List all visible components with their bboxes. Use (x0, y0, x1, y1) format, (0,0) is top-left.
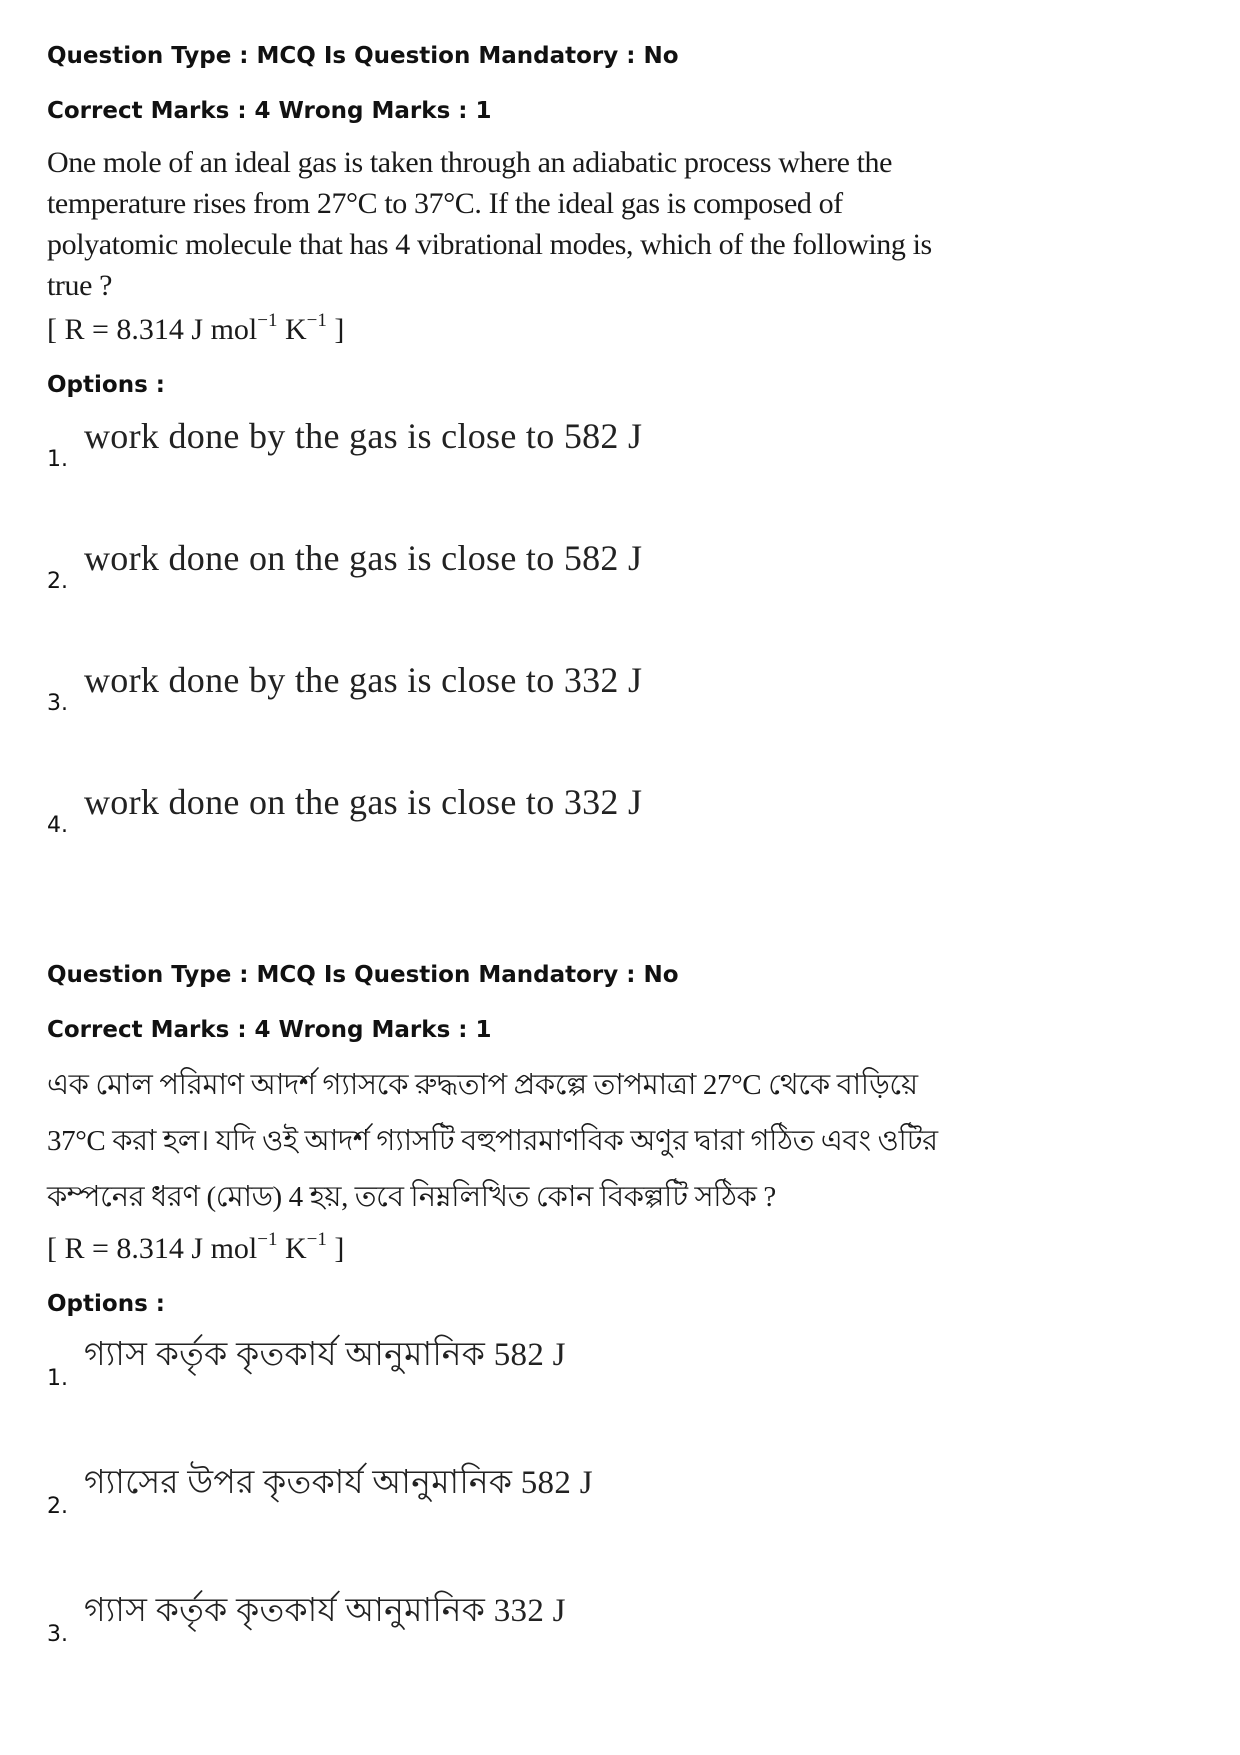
gas-constant-prefix: [ R = 8.314 J mol (47, 313, 258, 346)
option-item[interactable] (47, 1589, 1197, 1717)
gas-constant-exp-1: −1 (257, 1229, 278, 1250)
gas-constant-unit: K (277, 1232, 307, 1265)
option-text: work done on the gas is close to 332 J (84, 782, 643, 822)
marks-line: Correct Marks : 4 Wrong Marks : 1 (47, 1017, 492, 1043)
options-label: Options : (47, 1291, 165, 1317)
option-item[interactable] (47, 1333, 1197, 1461)
option-item[interactable] (47, 414, 1197, 536)
option-item[interactable] (47, 536, 1197, 658)
marks-line: Correct Marks : 4 Wrong Marks : 1 (47, 98, 492, 124)
option-text: গ্যাসের উপর কৃতকার্য আনুমানিক 582 J (84, 1465, 593, 1501)
gas-constant (47, 310, 1197, 350)
question-stem: এক মোল পরিমাণ আদর্শ গ্যাসকে রুদ্ধতাপ প্রকল্পে তাপমাত্রা 27°C থেকে বাড়িয়ে 37°C করা হল। যদি ওই আদর্শ গ্যাসটি বহুপারমাণবিক অণুর দ্বারা গঠিত এবং ওটির কম্পনের ধরণ (মোড) 4 হয়, তবে নিম্নলিখিত কোন বিকল্পটি সঠিক ? (47, 1069, 938, 1213)
option-text: work done on the gas is close to 582 J (84, 538, 643, 578)
gas-constant-exp-2: −1 (306, 1229, 327, 1250)
gas-constant-prefix: [ R = 8.314 J mol (47, 1232, 258, 1265)
gas-constant-exp-1: −1 (257, 310, 278, 331)
gas-constant-suffix: ] (326, 313, 345, 346)
option-item[interactable] (47, 780, 1197, 902)
question-block-2 (47, 960, 1197, 1717)
option-number: 2. (47, 1494, 68, 1519)
option-number: 4. (47, 813, 68, 838)
option-item[interactable] (47, 658, 1197, 780)
gas-constant (47, 1229, 1197, 1269)
gas-constant-unit: K (277, 313, 307, 346)
option-number: 1. (47, 447, 68, 472)
option-text: গ্যাস কর্তৃক কৃতকার্য আনুমানিক 582 J (84, 1337, 566, 1373)
gas-constant-suffix: ] (326, 1232, 345, 1265)
option-item[interactable] (47, 1461, 1197, 1589)
question-block-1 (47, 41, 1197, 902)
option-number: 2. (47, 569, 68, 594)
options-label: Options : (47, 372, 165, 398)
option-text: গ্যাস কর্তৃক কৃতকার্য আনুমানিক 332 J (84, 1593, 566, 1629)
question-stem: One mole of an ideal gas is taken through an adiabatic process where the temperature rises from 27°C to 37°C. If the ideal gas is composed of polyatomic molecule that has 4 vibrational modes, which of the following is true ? (47, 146, 932, 302)
option-number: 3. (47, 691, 68, 716)
option-number: 1. (47, 1366, 68, 1391)
option-text: work done by the gas is close to 332 J (84, 660, 643, 700)
question-type-line: Question Type : MCQ Is Question Mandatory : No (47, 962, 679, 988)
option-number: 3. (47, 1622, 68, 1647)
option-text: work done by the gas is close to 582 J (84, 416, 643, 456)
question-type-line: Question Type : MCQ Is Question Mandatory : No (47, 43, 679, 69)
gas-constant-exp-2: −1 (306, 310, 327, 331)
